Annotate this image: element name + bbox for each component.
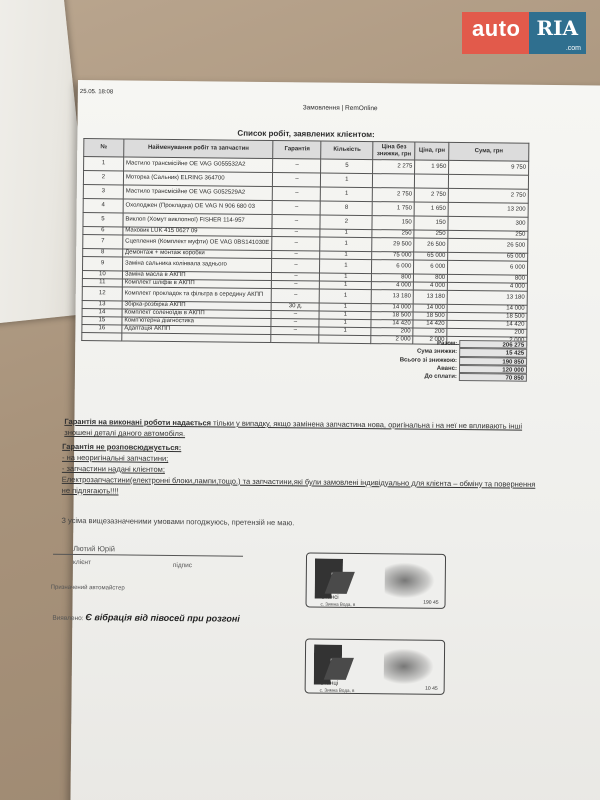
col-price-full: Ціна без знижки, грн [373, 142, 415, 160]
cell-quantity: 1 [319, 327, 371, 336]
warranty-rest: тільки у випадку, якщо замінена запчастина нова, оригінальна і на неї не впливають інші зношені деталі даного автомобіля. [64, 418, 523, 439]
cell-name: Заміна сальника колінвала заднього [122, 257, 272, 273]
cell-quantity: 1 [320, 259, 372, 274]
total-discounted-label: Всього зі знижкою: [399, 357, 458, 364]
cell-number: 10 [82, 271, 122, 279]
stamp-ink [384, 648, 434, 685]
total-discounted-value: 190 850 [459, 357, 527, 366]
cell-name: Адаптація АКПП [122, 325, 272, 335]
cell-name: Маховик LUK 415 0627 09 [123, 227, 273, 237]
cell-quantity: 1 [321, 187, 373, 202]
cell-warranty: – [273, 159, 321, 174]
cell-quantity: 1 [320, 273, 372, 282]
to-pay-row [375, 372, 527, 382]
cell-extra [319, 335, 371, 344]
cell-warranty: – [273, 173, 321, 188]
cell-quantity: 1 [320, 229, 372, 238]
signature-line [53, 554, 243, 557]
cell-number: 6 [83, 227, 123, 235]
cell-quantity: 5 [321, 159, 373, 174]
cell-price-full: 200 [371, 328, 413, 336]
warranty-lead: Гарантія на виконані роботи надається [64, 416, 212, 428]
cell-price: 26 500 [414, 238, 448, 252]
cell-quantity: 1 [320, 289, 372, 304]
cell-price-full: 18 500 [371, 312, 413, 320]
stamp-code: 10 45 [425, 685, 438, 692]
cell-sum: 26 500 [448, 238, 528, 253]
cell-warranty: – [272, 273, 320, 282]
cell-price: 250 [414, 230, 448, 238]
cell-price: 200 [413, 328, 447, 336]
cell-price: 18 500 [413, 312, 447, 320]
stamp-address: с. Зимна Вода, в [320, 601, 356, 607]
cell-price-full: 800 [372, 274, 414, 282]
to-pay-label: До сплати: [424, 373, 457, 381]
col-price: Ціна, грн [415, 142, 449, 160]
cell-name: Комплект соленоїдів в АКПП [122, 309, 272, 319]
cell-price-full: 75 000 [372, 252, 414, 260]
no-warranty-clause [62, 442, 543, 501]
cell-sum: 2 750 [448, 188, 528, 203]
company-stamp [305, 552, 446, 608]
cell-warranty: – [272, 289, 320, 304]
cell-sum: 300 [448, 216, 528, 231]
cell-price: 65 000 [414, 252, 448, 260]
cell-name: Мастило трансмісійне OE VAG G055532A2 [123, 157, 273, 173]
cell-number: 1 [84, 157, 124, 171]
cell-price: 4 000 [414, 282, 448, 290]
revealed-label: Виявлено: [52, 614, 84, 623]
cell-extra [82, 333, 122, 341]
total-value: 206 275 [459, 340, 527, 349]
no-warranty-item: Електрозапчастини(електронні блоки,лампи,тощо.) та запчастини,які були замовлені індивідуально для клієнта – обміну та повернення не підлягають!!!! [61, 474, 536, 495]
cell-price-full: 2 750 [373, 188, 415, 202]
totals-block [375, 339, 527, 382]
watermark-ria-text: RIA [536, 16, 578, 40]
watermark-domain: .com [565, 45, 581, 52]
works-table [81, 138, 529, 346]
cell-price: 150 [414, 216, 448, 230]
no-warranty-title: Гарантія не розповсюджується: [62, 441, 182, 453]
cell-warranty: – [272, 259, 320, 274]
agreement-text: З усіма вищезазначеними умовами погоджуюсь, претензій не маю. [61, 515, 295, 528]
cell-sum: 200 [447, 328, 527, 337]
works-table-body [82, 157, 529, 346]
cell-quantity: 1 [319, 319, 371, 328]
cell-price-full: 14 000 [371, 304, 413, 312]
cell-number: 7 [83, 235, 123, 249]
cell-name: Комплект шліфів в АКПП [122, 279, 272, 289]
discount-label: Сума знижки: [416, 349, 458, 356]
cell-warranty: – [271, 327, 319, 336]
cell-name: Заміна масла в АКПП [122, 271, 272, 281]
cell-extra: 2 000 [371, 336, 413, 344]
cell-price: 6 000 [414, 260, 448, 274]
revealed-value: Є вібрація від півосей при розгоні [85, 612, 240, 624]
work-order-document [50, 80, 600, 800]
cell-price-full: 250 [372, 230, 414, 238]
cell-price: 2 750 [414, 188, 448, 202]
cell-sum: 13 200 [448, 202, 528, 217]
cell-price: 13 180 [413, 290, 447, 304]
col-name: Найменування робіт та запчастин [124, 139, 274, 159]
to-pay-value: 70 850 [459, 373, 527, 382]
stamp-text: Стансі [320, 594, 339, 601]
cell-extra: 2 000 [413, 336, 447, 344]
cell-warranty: – [271, 311, 319, 320]
client-name: Лютий Юрій [73, 543, 116, 554]
cell-sum: 6 000 [448, 260, 528, 275]
cell-price: 14 420 [413, 320, 447, 328]
col-sum: Сума, грн [449, 142, 529, 161]
cell-price-full: 2 275 [373, 160, 415, 174]
cell-quantity: 8 [320, 201, 372, 216]
revealed-block [52, 612, 240, 624]
cell-price [415, 174, 449, 188]
master-label: Призначений автомайстер [50, 584, 125, 592]
cell-name: Виклоп (Хомут виклопної) FISHER 114-957 [123, 213, 273, 229]
cell-quantity: 1 [320, 237, 372, 252]
cell-price-full: 150 [372, 216, 414, 230]
cell-number: 8 [83, 249, 123, 257]
cell-name: Збірка-розбірка АКПП [122, 301, 272, 311]
cell-number: 9 [83, 257, 123, 271]
cell-warranty: – [273, 187, 321, 202]
cell-warranty: – [272, 281, 320, 290]
col-number: № [84, 139, 124, 157]
cell-name: Комплект прокладок та фільтра в середину АКПП [122, 287, 272, 303]
cell-price-full: 29 500 [372, 238, 414, 252]
sign-label: підпис [172, 562, 193, 570]
cell-price: 14 000 [413, 304, 447, 312]
cell-sum: 250 [448, 230, 528, 239]
cell-price-full: 1 750 [372, 202, 414, 216]
col-quantity: Кількість [321, 141, 373, 160]
cell-number: 12 [82, 287, 122, 301]
cell-quantity: 1 [319, 311, 371, 320]
advance-label: Аванс: [436, 365, 458, 373]
cell-number: 14 [82, 309, 122, 317]
cell-name: Моторка (Сальник) ELRING 364700 [123, 171, 273, 187]
cell-quantity: 1 [320, 251, 372, 260]
cell-number: 11 [82, 279, 122, 287]
cell-sum: 14 000 [447, 304, 527, 313]
cell-number: 2 [83, 171, 123, 185]
cell-name: Мастило трансмісійне OE VAG G052529A2 [123, 185, 273, 201]
client-label: клієнт [72, 558, 92, 567]
watermark-ria-logo [529, 12, 587, 54]
cell-number: 3 [83, 185, 123, 199]
cell-sum: 13 180 [447, 290, 527, 305]
cell-name: Охолоджен (Прокладка) OE VAG N 906 680 03 [123, 199, 273, 215]
autoria-watermark [462, 12, 586, 54]
cell-sum: 800 [448, 274, 528, 283]
warranty-clause [64, 416, 534, 443]
cell-sum [449, 174, 529, 189]
cell-price: 1 650 [414, 202, 448, 216]
cell-price-full: 6 000 [372, 260, 414, 274]
print-header-title: Замовлення | RemOnline [302, 104, 378, 113]
cell-warranty: 30 д. [272, 303, 320, 312]
cell-price: 1 950 [415, 160, 449, 174]
no-warranty-item: - на неоригінальні запчастини; [62, 452, 169, 463]
print-date: 25.05. 18:08 [79, 89, 114, 96]
document-title: Список робіт, заявлених клієнтом: [237, 128, 375, 140]
advance-value: 120 000 [459, 365, 527, 374]
cell-quantity: 1 [321, 173, 373, 188]
col-warranty: Гарантія [273, 141, 321, 160]
cell-name: Демонтаж + монтаж коробки [123, 249, 273, 259]
cell-warranty: – [272, 251, 320, 260]
cell-extra [271, 335, 319, 344]
cell-quantity: 2 [320, 215, 372, 230]
cell-warranty: – [271, 319, 319, 328]
discount-value: 15 425 [459, 348, 527, 357]
cell-sum: 9 750 [449, 160, 529, 175]
cell-number: 15 [82, 317, 122, 325]
watermark-auto-text: auto [462, 12, 528, 54]
cell-warranty: – [272, 215, 320, 230]
cell-number: 13 [82, 301, 122, 309]
stamp-code: 190 45 [423, 599, 439, 606]
no-warranty-item: - запчастини надані клієнтом; [61, 463, 165, 474]
cell-warranty: – [273, 201, 321, 216]
stamp-address: с. Зимна Вода, в [319, 687, 355, 693]
cell-quantity: 1 [319, 303, 371, 312]
cell-warranty: – [272, 229, 320, 238]
cell-price-full: 4 000 [372, 282, 414, 290]
cell-number: 5 [83, 213, 123, 227]
cell-sum: 4 000 [448, 282, 528, 291]
cell-warranty: – [272, 237, 320, 252]
company-stamp [305, 638, 446, 694]
cell-number: 4 [83, 199, 123, 213]
cell-number: 16 [82, 325, 122, 333]
cell-extra [122, 333, 272, 343]
cell-sum: 65 000 [448, 252, 528, 261]
cell-name: Комп'ютерна діагностика [122, 317, 272, 327]
cell-price-full [373, 174, 415, 188]
cell-name: Сцеплення (Комплект муфти) OE VAG 0BS141030E [123, 235, 273, 251]
cell-sum: 14 420 [447, 320, 527, 329]
cell-price: 800 [414, 274, 448, 282]
stamp-text: Станці [319, 680, 339, 687]
cell-price-full: 14 420 [371, 320, 413, 328]
total-label: Разом: [437, 340, 458, 348]
cell-price-full: 13 180 [371, 290, 413, 304]
cell-sum: 18 500 [447, 312, 527, 321]
stamp-ink [385, 562, 435, 599]
cell-quantity: 1 [320, 281, 372, 290]
